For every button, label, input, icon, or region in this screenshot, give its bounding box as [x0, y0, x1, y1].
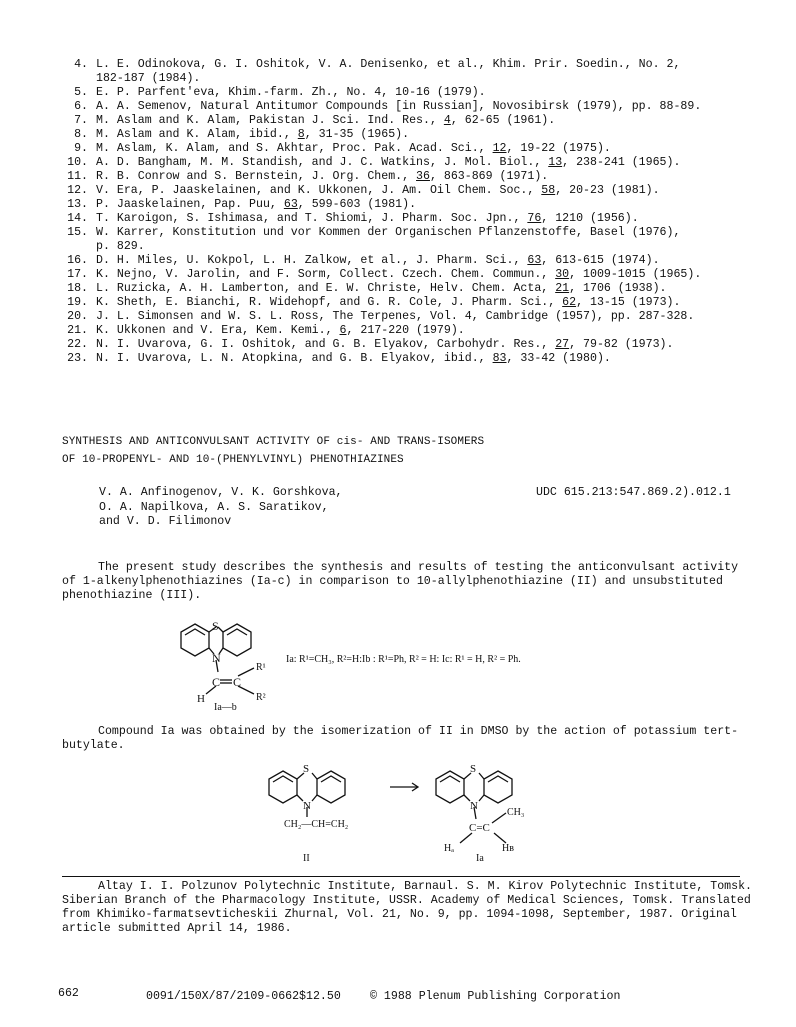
- nitrogen-atom: N: [470, 800, 478, 812]
- reference-item: [62, 170, 752, 184]
- reaction-scheme: [250, 757, 550, 869]
- reference-volume: 6: [339, 324, 347, 337]
- reference-text: [96, 226, 752, 254]
- sulfur-atom: S: [303, 763, 310, 775]
- reference-number: 16.: [67, 254, 88, 267]
- reference-volume: 76: [527, 212, 542, 225]
- reference-pages: , 31-35 (1965).: [304, 128, 410, 141]
- author-line: V. A. Anfinogenov, V. K. Gorshkova,: [99, 486, 343, 499]
- reference-citation: M. Aslam and K. Alam, Pakistan J. Sci. Ind. Res.,: [96, 114, 444, 127]
- reference-pages: , 863-869 (1971).: [429, 170, 549, 183]
- reference-item: [62, 86, 752, 100]
- reference-text: [96, 156, 752, 170]
- udc-code: UDC 615.213:547.869.2).012.1: [536, 486, 731, 499]
- reference-pages: , 13-15 (1973).: [576, 296, 681, 309]
- double-bond: C=C: [469, 822, 490, 834]
- reference-item: [62, 100, 752, 114]
- reference-volume: 12: [492, 142, 507, 155]
- reference-text: [96, 142, 752, 156]
- reference-pages: , 599-603 (1981).: [297, 198, 417, 211]
- reference-citation: D. H. Miles, U. Kokpol, L. H. Zalkow, et al., J. Pharm. Sci.,: [96, 254, 528, 267]
- reference-citation: K. Sheth, E. Bianchi, R. Widehopf, and G. R. Cole, J. Pharm. Sci.,: [96, 296, 563, 309]
- intro-paragraph-text: The present study describes the synthesis and results of testing the anticonvulsant activity of 1-alkenylphenothiazines (Ia-c) in comparison to 10-allylphenothiazine (II) and unsubstituted phenothiazine (III).: [62, 561, 739, 602]
- reference-text: [96, 86, 752, 100]
- reference-text: [96, 198, 752, 212]
- hydrogen-a: Hₐ: [444, 843, 454, 854]
- nitrogen-atom: N: [212, 651, 221, 665]
- reference-citation: T. Karoigon, S. Ishimasa, and T. Shiomi, J. Pharm. Soc. Jpn.,: [96, 212, 528, 225]
- reference-volume: 21: [555, 282, 570, 295]
- reference-text: [96, 338, 752, 352]
- reference-citation: N. I. Uvarova, G. I. Oshitok, and G. B. Elyakov, Carbohydr. Res.,: [96, 338, 556, 351]
- carbon-atom: C: [212, 675, 221, 689]
- reference-number: 5.: [74, 86, 88, 99]
- reference-volume: 13: [548, 156, 563, 169]
- structure-ia-b: [170, 612, 730, 712]
- r2-label: R²: [256, 692, 266, 703]
- reference-citation: V. Era, P. Jaaskelainen, and K. Ukkonen, J. Am. Oil Chem. Soc.,: [96, 184, 542, 197]
- reference-citation: L. Ruzicka, A. H. Lamberton, and E. W. Christe, Helv. Chem. Acta,: [96, 282, 556, 295]
- reference-pages: , 613-615 (1974).: [541, 254, 660, 267]
- reference-citation: R. B. Conrow and S. Bernstein, J. Org. Chem.,: [96, 170, 417, 183]
- reference-number: 11.: [67, 170, 88, 183]
- page-number: 662: [58, 987, 79, 1000]
- isomerization-paragraph: [62, 725, 752, 753]
- reference-citation: J. L. Simonsen and W. S. L. Ross, The Terpenes, Vol. 4, Cambridge (1957), pp. 287-328.: [96, 310, 695, 323]
- reference-volume: 62: [562, 296, 577, 309]
- reference-number: 10.: [67, 156, 88, 169]
- reference-text: [96, 58, 752, 86]
- hydrogen-b: Hʙ: [502, 843, 514, 854]
- reference-number: 22.: [67, 338, 88, 351]
- reference-text: [96, 212, 752, 226]
- reference-volume: 8: [297, 128, 305, 141]
- reference-text: [96, 170, 752, 184]
- reference-volume: 30: [555, 268, 570, 281]
- reference-pages: , 1210 (1956).: [541, 212, 639, 225]
- reference-number: 20.: [67, 310, 88, 323]
- reference-pages: , 20-23 (1981).: [555, 184, 660, 197]
- reference-pages: , 79-82 (1973).: [569, 338, 674, 351]
- reference-item: [62, 198, 752, 212]
- author-line: and V. D. Filimonov: [99, 515, 232, 528]
- sulfur-atom: S: [212, 619, 219, 633]
- reference-number: 9.: [74, 142, 88, 155]
- reference-item: [62, 296, 752, 310]
- reference-pages: , 33-42 (1980).: [506, 352, 611, 365]
- reference-volume: 83: [492, 352, 507, 365]
- reference-citation: A. D. Bangham, M. M. Standish, and J. C. Watkins, J. Mol. Biol.,: [96, 156, 549, 169]
- reference-volume: 36: [416, 170, 430, 183]
- reference-text: [96, 296, 752, 310]
- reference-number: 6.: [74, 100, 88, 113]
- reference-text: [96, 184, 752, 198]
- reference-pages: , 1706 (1938).: [569, 282, 667, 295]
- reference-citation: M. Aslam and K. Alam, ibid.,: [96, 128, 298, 141]
- author-list: [99, 486, 343, 530]
- substituent-caption: Ia: R¹=CH₃, R²=H:Ib : R¹=Ph, R² = H: Ic: R¹ = H, R² = Ph.: [286, 654, 521, 665]
- reference-citation: W. Karrer, Konstitution und vor Kommen der Organischen Pflanzenstoffe, Basel (1976), p. 829.: [96, 226, 681, 253]
- reference-item: [62, 338, 752, 352]
- reference-text: [96, 254, 752, 268]
- reference-pages: , 62-65 (1961).: [450, 114, 556, 127]
- intro-paragraph: [62, 561, 752, 603]
- reference-item: [62, 254, 752, 268]
- reference-item: [62, 324, 752, 338]
- reference-item: [62, 58, 752, 86]
- allyl-chain: CH₂—CH=CH₂: [284, 819, 349, 830]
- copyright-notice: © 1988 Plenum Publishing Corporation: [370, 990, 621, 1003]
- reference-citation: M. Aslam, K. Alam, and S. Akhtar, Proc. Pak. Acad. Sci.,: [96, 142, 493, 155]
- sulfur-atom: S: [470, 763, 477, 775]
- reference-number: 13.: [67, 198, 88, 211]
- reference-item: [62, 282, 752, 296]
- reference-item: [62, 128, 752, 142]
- reference-citation: N. I. Uvarova, L. N. Atopkina, and G. B. Elyakov, ibid.,: [96, 352, 493, 365]
- article-code: 0091/150X/87/2109-0662$12.50: [146, 990, 341, 1003]
- reference-volume: 63: [527, 254, 542, 267]
- reference-number: 4.: [74, 58, 88, 71]
- affiliation-text: Altay I. I. Polzunov Polytechnic Institute, Barnaul. S. M. Kirov Polytechnic Institute, Tomsk. Siberian Branch of the Pharmacology Institute, USSR. Academy of Medical Sciences, Tomsk. Translated from Khimiko-farmatsevticheskii Zhurnal, Vol. 21, No. 9, pp. 1094-1098, September, 1987. Original article submitted April 14, 1986.: [62, 880, 752, 935]
- reference-pages: , 19-22 (1975).: [506, 142, 611, 155]
- reference-text: [96, 282, 752, 296]
- reference-number: 7.: [74, 114, 88, 127]
- reference-volume: 27: [555, 338, 570, 351]
- reference-item: [62, 142, 752, 156]
- reference-item: [62, 184, 752, 198]
- carbon-atom: C: [233, 675, 242, 689]
- methyl-group: CH₃: [507, 807, 525, 818]
- isomerization-paragraph-text: Compound Ia was obtained by the isomerization of II in DMSO by the action of potassium tert-butylate.: [62, 725, 739, 752]
- reference-citation: K. Ukkonen and V. Era, Kem. Kemi.,: [96, 324, 340, 337]
- nitrogen-atom: N: [303, 800, 311, 812]
- author-line: O. A. Napilkova, A. S. Saratikov,: [99, 500, 329, 514]
- reference-number: 14.: [67, 212, 88, 225]
- reference-pages: , 238-241 (1965).: [562, 156, 681, 169]
- reference-text: [96, 268, 752, 282]
- reference-volume: 63: [283, 198, 298, 211]
- article-title: [62, 433, 484, 469]
- reference-number: 19.: [67, 296, 88, 309]
- reference-item: [62, 226, 752, 254]
- reference-citation: K. Nejno, V. Jarolin, and F. Sorm, Collect. Czech. Chem. Commun.,: [96, 268, 556, 281]
- article-title-line: SYNTHESIS AND ANTICONVULSANT ACTIVITY OF cis- AND TRANS-ISOMERS: [62, 436, 485, 448]
- reference-list: [62, 58, 752, 366]
- structure-label: Ia—b: [214, 702, 237, 712]
- reference-item: [62, 310, 752, 324]
- reference-pages: , 1009-1015 (1965).: [569, 268, 702, 281]
- reference-item: [62, 212, 752, 226]
- reference-number: 21.: [67, 324, 88, 337]
- reference-text: [96, 128, 752, 142]
- reference-number: 8.: [74, 128, 88, 141]
- r1-label: R¹: [256, 662, 266, 673]
- reference-volume: 4: [443, 114, 451, 127]
- reference-citation: P. Jaaskelainen, Pap. Puu,: [96, 198, 284, 211]
- reference-number: 15.: [67, 226, 88, 239]
- reference-text: [96, 100, 752, 114]
- reference-number: 18.: [67, 282, 88, 295]
- reference-citation: E. P. Parfent'eva, Khim.-farm. Zh., No. 4, 10-16 (1979).: [96, 86, 486, 99]
- reference-number: 23.: [67, 352, 88, 365]
- reference-volume: 58: [541, 184, 556, 197]
- hydrogen-atom: H: [197, 693, 205, 705]
- reference-item: [62, 268, 752, 282]
- reference-item: [62, 156, 752, 170]
- reference-number: 17.: [67, 268, 88, 281]
- article-title-line: OF 10-PROPENYL- AND 10-(PHENYLVINYL) PHENOTHIAZINES: [62, 454, 404, 466]
- reference-text: [96, 114, 752, 128]
- reference-item: [62, 352, 752, 366]
- reference-citation: L. E. Odinokova, G. I. Oshitok, V. A. Denisenko, et al., Khim. Prir. Soedin., No. 2, 182-187 (1984).: [96, 58, 681, 85]
- reference-item: [62, 114, 752, 128]
- reference-pages: , 217-220 (1979).: [346, 324, 465, 337]
- reference-citation: A. A. Semenov, Natural Antitumor Compounds [in Russian], Novosibirsk (1979), pp. 88-89.: [96, 100, 702, 113]
- reference-text: [96, 310, 752, 324]
- reference-text: [96, 352, 752, 366]
- compound-label-ia: Ia: [476, 853, 484, 864]
- reference-number: 12.: [67, 184, 88, 197]
- footnote-divider: [62, 876, 740, 877]
- compound-label-ii: II: [303, 853, 310, 864]
- affiliation-footnote: [62, 880, 762, 936]
- reference-text: [96, 324, 752, 338]
